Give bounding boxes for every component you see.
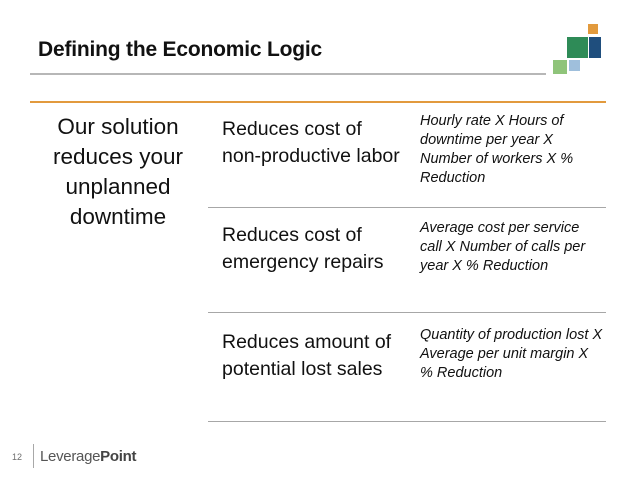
row-divider-3 bbox=[208, 421, 606, 422]
formula-cell-3: Quantity of production lost X Average per unit margin X % Reduction bbox=[420, 327, 603, 381]
square-light-green bbox=[553, 60, 567, 74]
effect-cell-1: Reduces cost of non-productive labor bbox=[222, 118, 400, 167]
row-divider-1 bbox=[208, 207, 606, 208]
slide-title: Defining the Economic Logic bbox=[38, 38, 322, 61]
title-divider bbox=[30, 73, 546, 75]
square-sky bbox=[569, 60, 580, 71]
table-top-rule bbox=[30, 101, 606, 103]
effect-cell-2: Reduces cost of emergency repairs bbox=[222, 224, 384, 273]
brand-name-part2: Point bbox=[100, 448, 137, 465]
formula-cell-2: Average cost per service call X Number of calls per year X % Reduction bbox=[420, 220, 586, 274]
formula-cell-1: Hourly rate X Hours of downtime per year X Number of workers X % Reduction bbox=[420, 113, 574, 186]
effect-cell-3: Reduces amount of potential lost sales bbox=[222, 331, 392, 380]
decorative-squares-logo bbox=[548, 18, 638, 76]
row-divider-2 bbox=[208, 312, 606, 313]
footer-divider bbox=[33, 444, 34, 468]
square-orange bbox=[588, 24, 598, 34]
brand-name-part1: Leverage bbox=[40, 448, 101, 465]
solution-statement: Our solution reduces your unplanned downtime bbox=[52, 114, 184, 229]
brand-logo bbox=[40, 448, 136, 465]
square-blue bbox=[589, 37, 601, 58]
page-number: 12 bbox=[12, 452, 23, 462]
square-green-large bbox=[567, 37, 588, 58]
